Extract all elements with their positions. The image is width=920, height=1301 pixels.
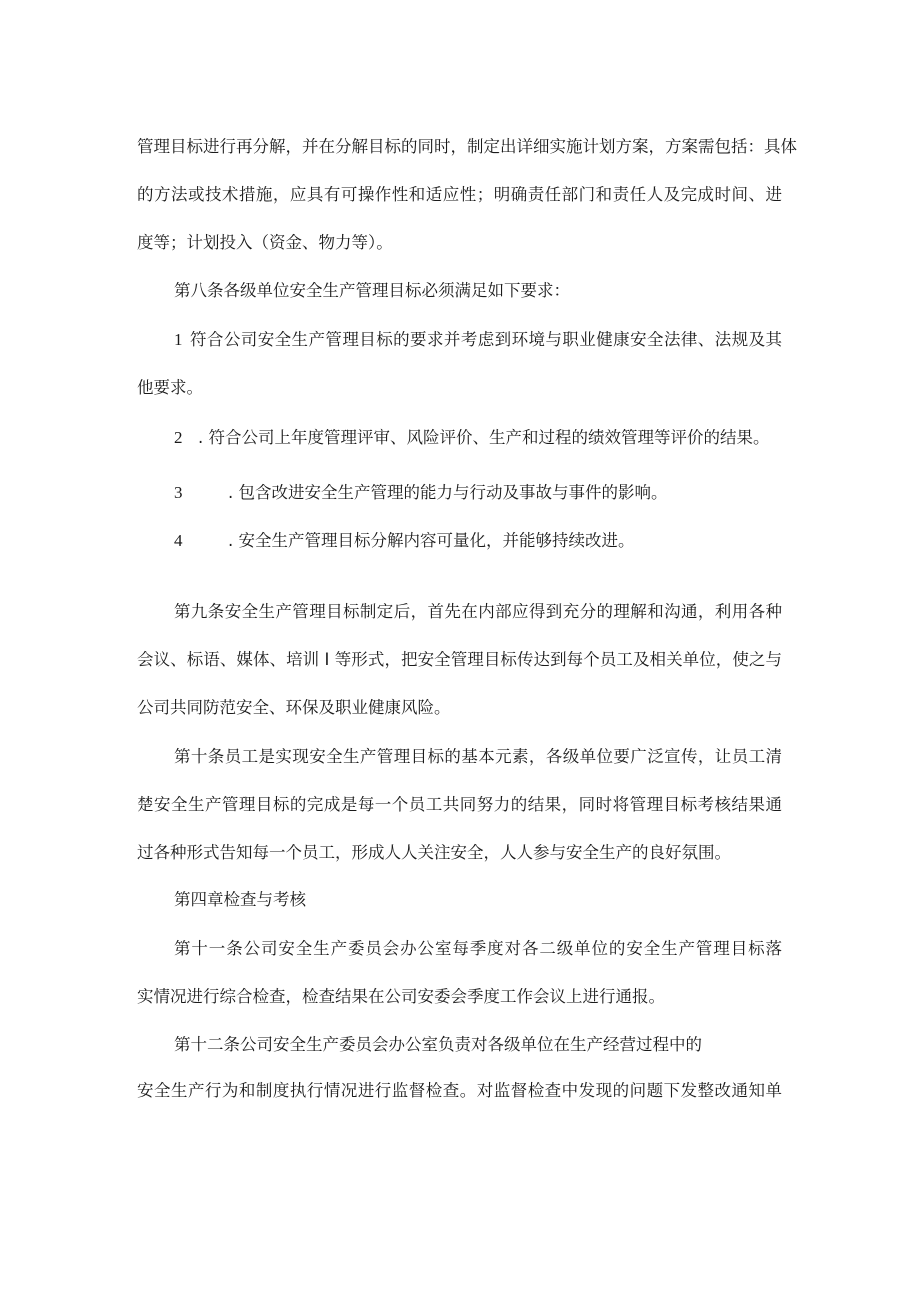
article-10-line-2: 楚安全生产管理目标的完成是每一个员工共同努力的结果，同时将管理目标考核结果通 bbox=[137, 795, 782, 814]
paragraph-line-2: 的方法或技术措施，应具有可操作性和适应性；明确责任部门和责任人及完成时间、进 bbox=[137, 185, 782, 204]
article-10-line-3: 过各种形式告知每一个员工，形成人人关注安全，人人参与安全生产的良好氛围。 bbox=[137, 843, 731, 862]
article-9-line-2: 会议、标语、媒体、培训 I 等形式，把安全管理目标传达到每个员工及相关单位，使之与 bbox=[137, 650, 782, 669]
article-11-line-2: 实情况进行综合检查，检查结果在公司安委会季度工作会议上进行通报。 bbox=[137, 987, 665, 1006]
article-12-line-2: 安全生产行为和制度执行情况进行监督检查。对监督检查中发现的问题下发整改通知单 bbox=[137, 1081, 782, 1100]
list-item-3: . 包含改进安全生产管理的能力与行动及事故与事件的影响。 bbox=[228, 483, 668, 502]
list-item-1-line-2: 他要求。 bbox=[137, 378, 203, 397]
paragraph-line-3: 度等；计划投入（资金、物力等）。 bbox=[137, 233, 393, 252]
chapter-4-heading: 第四章检查与考核 bbox=[174, 890, 306, 909]
list-number-4: 4 bbox=[174, 531, 183, 550]
article-10-line-1: 第十条员工是实现安全生产管理目标的基本元素，各级单位要广泛宣传，让员工清 bbox=[174, 747, 782, 766]
article-11-line-1: 第十一条公司安全生产委员会办公室每季度对各二级单位的安全生产管理目标落 bbox=[174, 939, 782, 958]
article-8-heading: 第八条各级单位安全生产管理目标必须满足如下要求： bbox=[174, 281, 570, 300]
article-12-line-1: 第十二条公司安全生产委员会办公室负责对各级单位在生产经营过程中的 bbox=[174, 1035, 702, 1054]
article-9-line-3: 公司共同防范安全、环保及职业健康风险。 bbox=[137, 698, 451, 717]
article-9-line-1: 第九条安全生产管理目标制定后，首先在内部应得到充分的理解和沟通，利用各种 bbox=[174, 602, 782, 621]
list-number-2: 2 bbox=[174, 428, 183, 447]
paragraph-line-1: 管理目标进行再分解，并在分解目标的同时，制定出详细实施计划方案，方案需包括：具体 bbox=[137, 137, 797, 156]
list-number-3: 3 bbox=[174, 483, 183, 502]
list-item-2: . 符合公司上年度管理评审、风险评价、生产和过程的绩效管理等评价的结果。 bbox=[198, 428, 770, 447]
list-item-1-line-1: 符合公司安全生产管理目标的要求并考虑到环境与职业健康安全法律、法规及其 bbox=[190, 330, 782, 349]
list-number-1: 1 bbox=[174, 330, 183, 349]
list-item-4: . 安全生产管理目标分解内容可量化，并能够持续改进。 bbox=[228, 531, 635, 550]
